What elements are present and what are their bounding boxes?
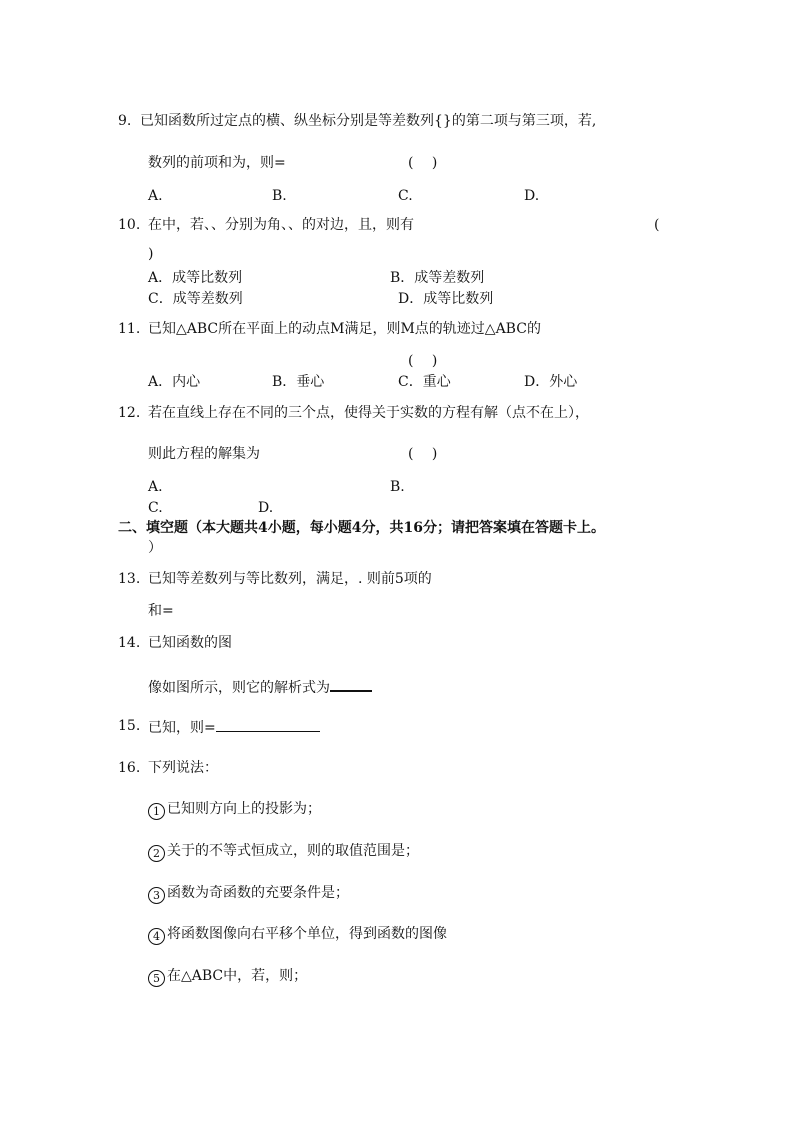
q14-stem-line2	[148, 676, 372, 697]
q13-number: 13.	[118, 571, 141, 587]
q16-item-1	[148, 800, 321, 820]
q16-item-5	[148, 967, 307, 987]
q16-item-2	[148, 842, 419, 862]
q13-stem: 已知等差数列与等比数列，满足，. 则前5项的	[148, 571, 432, 587]
circled-number-4-icon: 4	[148, 928, 165, 945]
q12-option-b: B.	[390, 479, 405, 495]
q10-paren-close: )	[148, 246, 154, 262]
q15-stem-line	[148, 717, 320, 737]
section2-heading-text: 填空题（本大题共4小题，每小题4分，共16分；请把答案填在答题卡上。	[146, 520, 605, 536]
q9-answer-paren: ( )	[408, 155, 438, 171]
q9-option-d: D.	[524, 188, 540, 204]
q15-number: 15.	[118, 718, 141, 734]
q16-item-4	[148, 925, 447, 945]
q11-option-b: B．垂心	[272, 374, 325, 390]
q12-option-c: C.	[148, 500, 163, 516]
q9-option-b: B.	[272, 188, 287, 204]
q12-option-a: A.	[148, 479, 163, 495]
q9-stem-line2: 数列的前项和为，则=	[148, 155, 286, 171]
section2-heading-close: ）	[148, 540, 162, 556]
q10-paren-open: (	[654, 217, 660, 233]
q16-item-3	[148, 884, 349, 904]
q16-number: 16.	[118, 760, 141, 776]
q16-item-1-text: 已知则方向上的投影为；	[167, 801, 321, 817]
q11-answer-paren: ( )	[408, 353, 438, 369]
q15-stem: 已知，则=	[148, 720, 216, 736]
section2-heading-prefix: 二、	[118, 520, 146, 536]
q10-number: 10.	[118, 217, 141, 233]
q12-answer-paren: ( )	[408, 446, 438, 462]
q11-stem: 已知△ABC所在平面上的动点M满足，则M点的轨迹过△ABC的	[148, 321, 541, 337]
q16-item-5-text: 在△ABC中，若，则；	[167, 968, 308, 984]
q14-answer-blank[interactable]	[330, 676, 372, 692]
circled-number-1-icon: 1	[148, 803, 165, 820]
q12-stem-line1: 若在直线上存在不同的三个点，使得关于实数的方程有解（点不在上），	[148, 405, 589, 421]
circled-number-3-icon: 3	[148, 887, 165, 904]
q9-option-a: A.	[148, 188, 163, 204]
q13-stem-line2: 和=	[148, 603, 174, 619]
q16-item-2-text: 关于的不等式恒成立，则的取值范围是；	[167, 843, 419, 859]
q10-option-a: A．成等比数列	[148, 270, 243, 286]
q12-number: 12.	[118, 405, 141, 421]
q9-number: 9.	[118, 113, 132, 129]
q12-stem-line2: 则此方程的解集为	[148, 446, 260, 462]
q14-number: 14.	[118, 635, 141, 651]
circled-number-2-icon: 2	[148, 845, 165, 862]
q9-stem-line1: 已知函数所过定点的横、纵坐标分别是等差数列{}的第二项与第三项，若,	[140, 113, 597, 129]
q14-stem: 已知函数的图	[148, 635, 232, 651]
q15-answer-blank[interactable]	[216, 717, 320, 732]
section2-heading	[118, 519, 605, 537]
q12-option-d: D.	[258, 500, 274, 516]
q10-option-c: C．成等差数列	[148, 291, 243, 307]
q10-option-d: D．成等比数列	[398, 291, 494, 307]
q16-item-3-text: 函数为奇函数的充要条件是；	[167, 885, 349, 901]
q9-option-c: C.	[398, 188, 413, 204]
q16-stem: 下列说法：	[148, 760, 218, 776]
q11-option-c: C．重心	[398, 374, 451, 390]
circled-number-5-icon: 5	[148, 970, 165, 987]
q11-option-a: A．内心	[148, 374, 201, 390]
q14-stem-line2-text: 像如图所示，则它的解析式为	[148, 680, 330, 696]
q11-number: 11.	[118, 321, 141, 337]
q10-option-b: B．成等差数列	[390, 270, 485, 286]
q11-option-d: D．外心	[524, 374, 578, 390]
q16-item-4-text: 将函数图像向右平移个单位，得到函数的图像	[167, 926, 447, 942]
q10-stem: 在中，若、、分别为角、、的对边，且，则有	[148, 217, 414, 233]
